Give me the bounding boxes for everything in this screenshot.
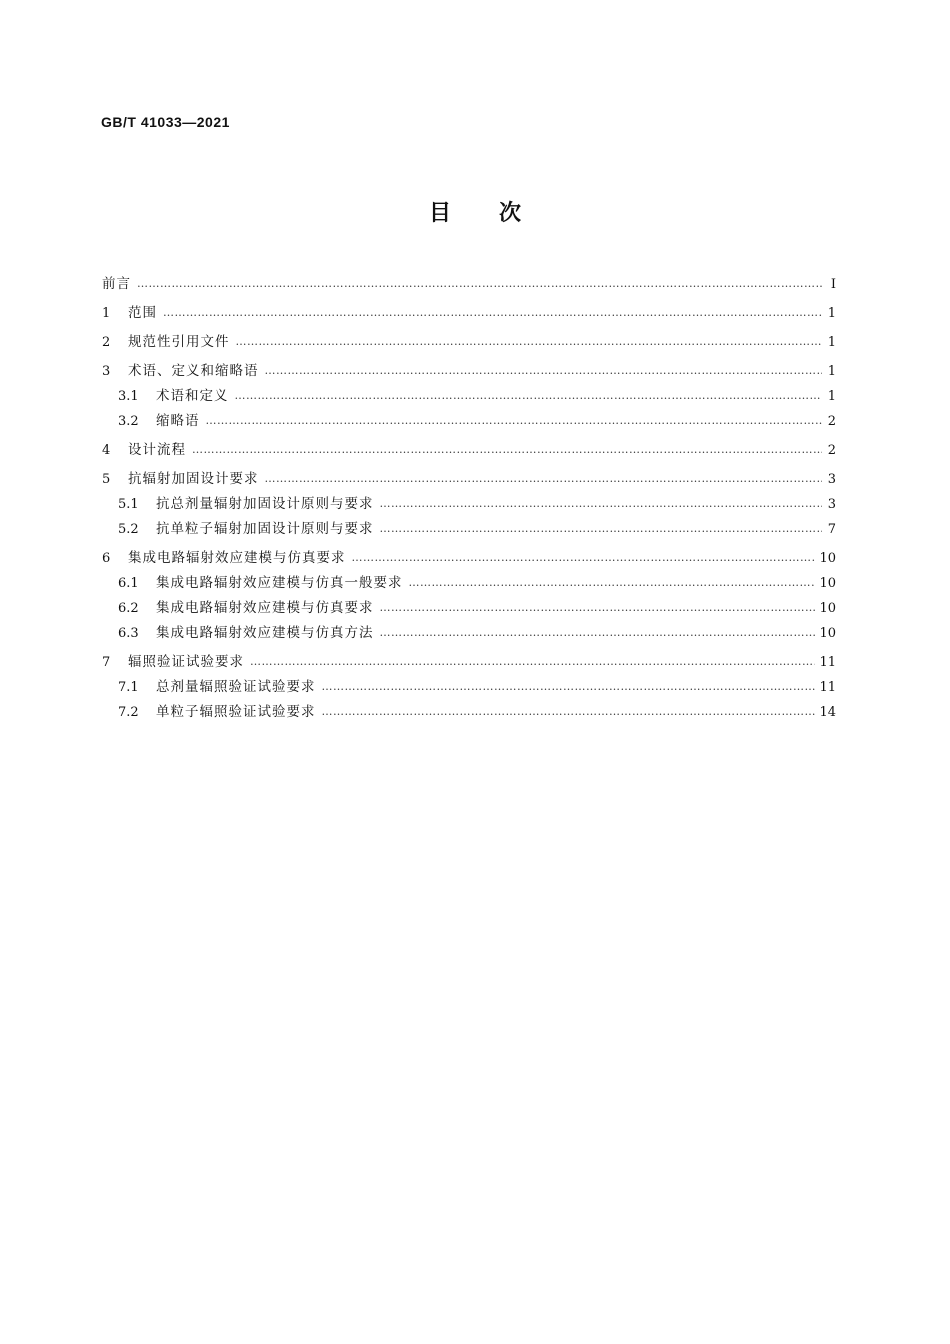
toc-entry-number: 3.1: [118, 389, 139, 404]
toc-entry-label: 规范性引用文件: [128, 334, 230, 350]
toc-entry-label: 总剂量辐照验证试验要求: [156, 679, 316, 695]
toc-entry[interactable]: [102, 467, 836, 492]
toc-entry-number: 3.2: [118, 414, 139, 429]
dot-leader: [380, 491, 823, 516]
toc-entry[interactable]: [102, 675, 836, 700]
toc-entry-number: 5: [102, 472, 111, 487]
toc-entry-number: 5.1: [118, 497, 139, 512]
dot-leader: [409, 570, 816, 595]
toc-entry-label: 集成电路辐射效应建模与仿真要求: [156, 600, 374, 616]
toc-entry[interactable]: [102, 272, 836, 297]
standard-code: GB/T 41033—2021: [101, 114, 230, 130]
toc-entry-label: 缩略语: [156, 413, 200, 429]
toc-entry[interactable]: [102, 596, 836, 621]
toc-entry-label: 抗单粒子辐射加固设计原则与要求: [156, 521, 374, 537]
toc-entry[interactable]: [102, 330, 836, 355]
toc-entry[interactable]: [102, 384, 836, 409]
toc-entry[interactable]: [102, 301, 836, 326]
dot-leader: [206, 408, 823, 433]
dot-leader: [236, 329, 823, 354]
toc-entry[interactable]: [102, 546, 836, 571]
toc-entry-page: 7: [827, 522, 836, 537]
toc-entry-number: 1: [102, 306, 111, 321]
toc-entry[interactable]: [102, 359, 836, 384]
dot-leader: [380, 620, 816, 645]
dot-leader: [380, 516, 823, 541]
toc-entry-label: 单粒子辐照验证试验要求: [156, 704, 316, 720]
toc-entry-number: 3: [102, 364, 111, 379]
toc-entry-label: 集成电路辐射效应建模与仿真要求: [128, 550, 346, 566]
dot-leader: [192, 437, 822, 462]
toc-entry-label: 术语和定义: [156, 388, 229, 404]
dot-leader: [322, 674, 816, 699]
toc-entry[interactable]: [102, 650, 836, 675]
toc-entry-page: 3: [827, 497, 836, 512]
toc-entry-page: 11: [819, 680, 836, 695]
dot-leader: [322, 699, 816, 724]
toc-entry-label: 集成电路辐射效应建模与仿真一般要求: [156, 575, 403, 591]
toc-entry-label: 前言: [102, 276, 131, 292]
dot-leader: [352, 545, 816, 570]
dot-leader: [265, 466, 823, 491]
dot-leader: [163, 300, 822, 325]
dot-leader: [137, 271, 822, 296]
toc-entry-page: 1: [827, 389, 836, 404]
toc-entry-label: 抗辐射加固设计要求: [128, 471, 259, 487]
dot-leader: [380, 595, 816, 620]
toc-entry-page: 10: [819, 626, 836, 641]
toc-entry[interactable]: [102, 700, 836, 725]
toc-entry[interactable]: [102, 409, 836, 434]
toc-entry[interactable]: [102, 517, 836, 542]
toc-entry-page: 1: [827, 335, 836, 350]
page-title: 目次: [428, 201, 569, 226]
toc-entry-label: 范围: [128, 305, 157, 321]
toc-entry-number: 4: [102, 443, 111, 458]
toc-entry-number: 7: [102, 655, 111, 670]
toc-entry-page: 10: [819, 601, 836, 616]
toc-entry-page: 3: [827, 472, 836, 487]
toc-entry-label: 设计流程: [128, 442, 186, 458]
table-of-contents: [102, 272, 836, 725]
toc-entry[interactable]: [102, 571, 836, 596]
dot-leader: [235, 383, 823, 408]
toc-entry-page: 2: [827, 443, 836, 458]
toc-entry[interactable]: [102, 438, 836, 463]
toc-entry-number: 7.1: [118, 680, 139, 695]
toc-entry-number: 6.3: [118, 626, 139, 641]
toc-entry-number: 6.2: [118, 601, 139, 616]
toc-entry-page: 11: [819, 655, 836, 670]
toc-entry-number: 5.2: [118, 522, 139, 537]
toc-entry-label: 抗总剂量辐射加固设计原则与要求: [156, 496, 374, 512]
toc-entry-number: 2: [102, 335, 111, 350]
toc-entry-page: 10: [819, 576, 836, 591]
toc-entry-number: 6: [102, 551, 111, 566]
toc-entry-page: 2: [827, 414, 836, 429]
toc-entry-label: 术语、定义和缩略语: [128, 363, 259, 379]
toc-entry-page: 1: [827, 306, 836, 321]
toc-entry-page: 14: [819, 705, 836, 720]
toc-entry-page: 1: [827, 364, 836, 379]
dot-leader: [265, 358, 823, 383]
toc-entry[interactable]: [102, 492, 836, 517]
toc-entry[interactable]: [102, 621, 836, 646]
dot-leader: [250, 649, 815, 674]
toc-entry-number: 7.2: [118, 705, 139, 720]
toc-entry-page: Ⅰ: [830, 277, 836, 292]
toc-entry-label: 集成电路辐射效应建模与仿真方法: [156, 625, 374, 641]
toc-entry-number: 6.1: [118, 576, 139, 591]
toc-entry-page: 10: [819, 551, 836, 566]
toc-entry-label: 辐照验证试验要求: [128, 654, 244, 670]
